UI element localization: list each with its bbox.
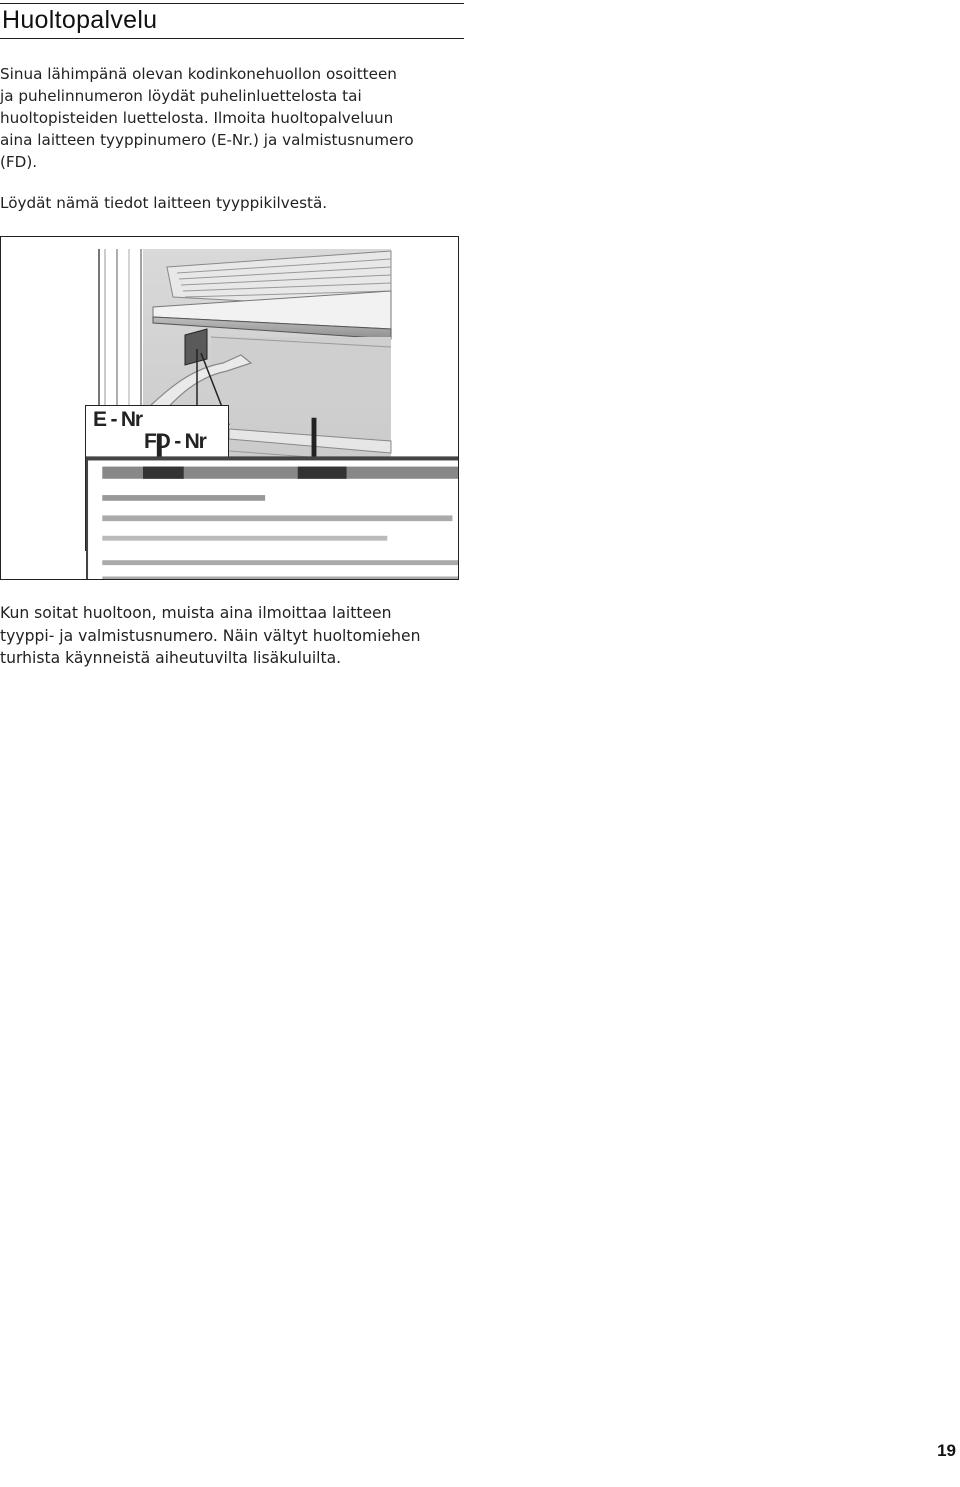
type-label-callout (85, 405, 229, 551)
page-number: 19 (937, 1441, 956, 1460)
location-note-text: Löydät nämä tiedot laitteen tyyppikilvestä. (0, 194, 328, 212)
rating-plate-detail (86, 406, 459, 580)
intro-line: aina laitteen tyyppinumero (E-Nr.) ja valmistusnumero (0, 131, 414, 149)
page-title: Huoltopalvelu (2, 6, 158, 34)
rating-plate-figure (0, 236, 459, 580)
closing-line: turhista käynneistä aiheutuvilta lisäkuluilta. (0, 649, 342, 667)
intro-line: huoltopisteiden luettelosta. Ilmoita huoltopalveluun (0, 109, 394, 127)
closing-line: Kun soitat huoltoon, muista aina ilmoittaa laitteen (0, 604, 392, 622)
intro-line: ja puhelinnumeron löydät puhelinluettelosta tai (0, 87, 362, 105)
intro-line: (FD). (0, 153, 38, 171)
closing-paragraph (0, 602, 421, 670)
closing-line: tyyppi- ja valmistusnumero. Näin vältyt huoltomiehen (0, 626, 421, 645)
intro-paragraph (0, 63, 414, 173)
intro-line: Sinua lähimpänä olevan kodinkonehuollon osoitteen (0, 65, 397, 83)
fd-nr-label: FD - Nr (144, 430, 206, 453)
e-nr-label: E - Nr (93, 408, 142, 431)
location-note (0, 192, 327, 214)
heading-rule (0, 38, 464, 39)
